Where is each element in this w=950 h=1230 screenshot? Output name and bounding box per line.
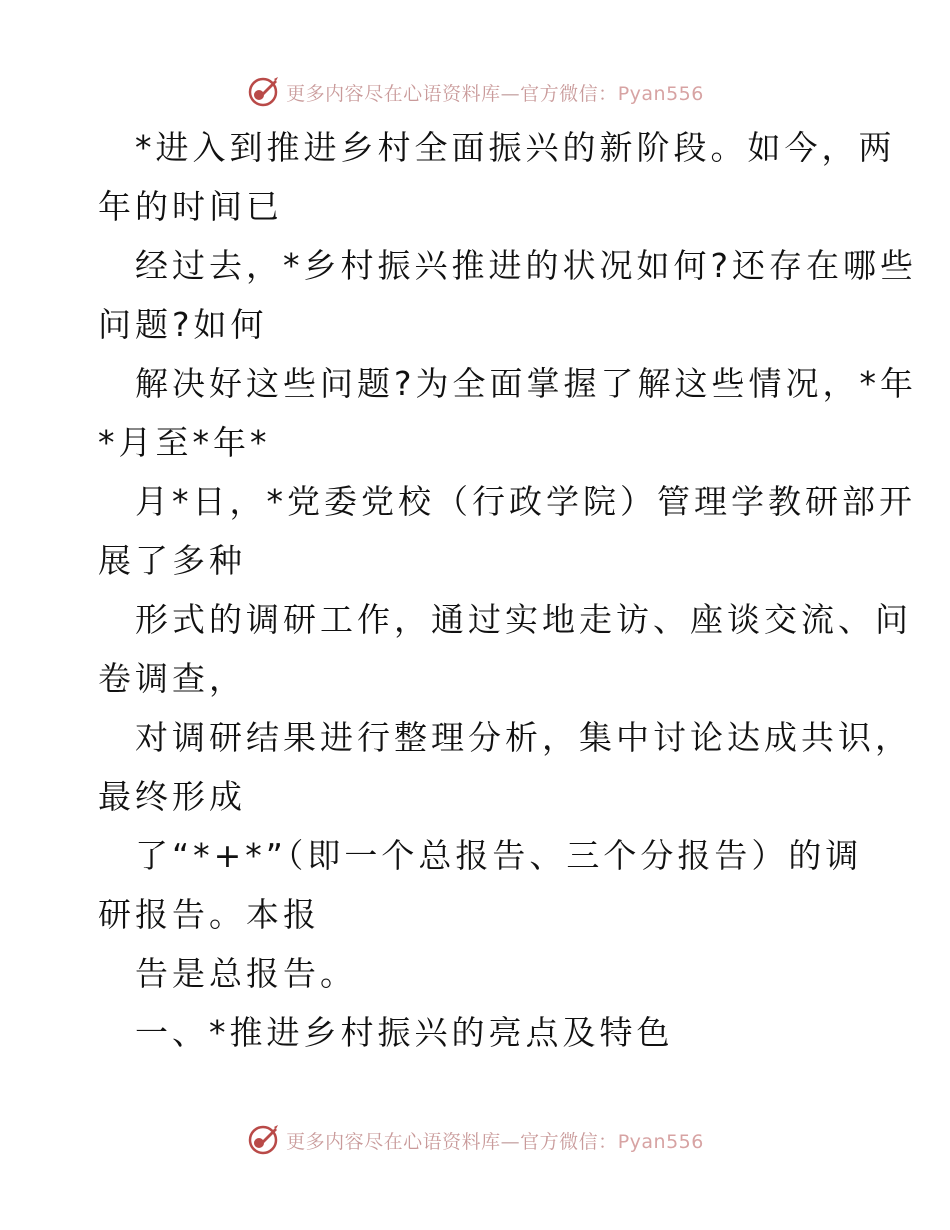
header-watermark xyxy=(0,72,950,112)
text-line: *进入到推进乡村全面振兴的新阶段。如今，两 xyxy=(135,128,896,167)
watermark-text: 更多内容尽在心语资料库—官方微信：Pyan556 xyxy=(286,82,704,105)
section-heading: 一、*推进乡村振兴的亮点及特色 xyxy=(135,1013,674,1052)
text-line: 解决好这些问题?为全面掌握了解这些情况，*年 xyxy=(135,364,918,403)
text-line: *月至*年* xyxy=(98,423,271,462)
brand-logo-icon xyxy=(246,1123,280,1157)
text-line: 卷调查， xyxy=(98,659,246,698)
text-line: 最终形成 xyxy=(98,777,246,816)
text-line: 告是总报告。 xyxy=(135,954,357,993)
brand-logo-icon xyxy=(246,75,280,109)
text-line: 对调研结果进行整理分析，集中讨论达成共识， xyxy=(135,718,912,757)
text-line: 年的时间已 xyxy=(98,187,283,226)
text-line: 形式的调研工作，通过实地走访、座谈交流、问 xyxy=(135,600,912,639)
watermark-text: 更多内容尽在心语资料库—官方微信：Pyan556 xyxy=(286,1130,704,1153)
footer-watermark xyxy=(0,1120,950,1160)
text-line: 了“*+*”（即一个总报告、三个分报告）的调 xyxy=(135,836,863,875)
text-line: 研报告。本报 xyxy=(98,895,320,934)
text-line: 展了多种 xyxy=(98,541,246,580)
text-line: 经过去，*乡村振兴推进的状况如何?还存在哪些 xyxy=(135,246,918,285)
document-body xyxy=(98,118,918,1062)
text-line: 月*日，*党委党校（行政学院）管理学教研部开 xyxy=(135,482,916,521)
text-line: 问题?如何 xyxy=(98,305,268,344)
